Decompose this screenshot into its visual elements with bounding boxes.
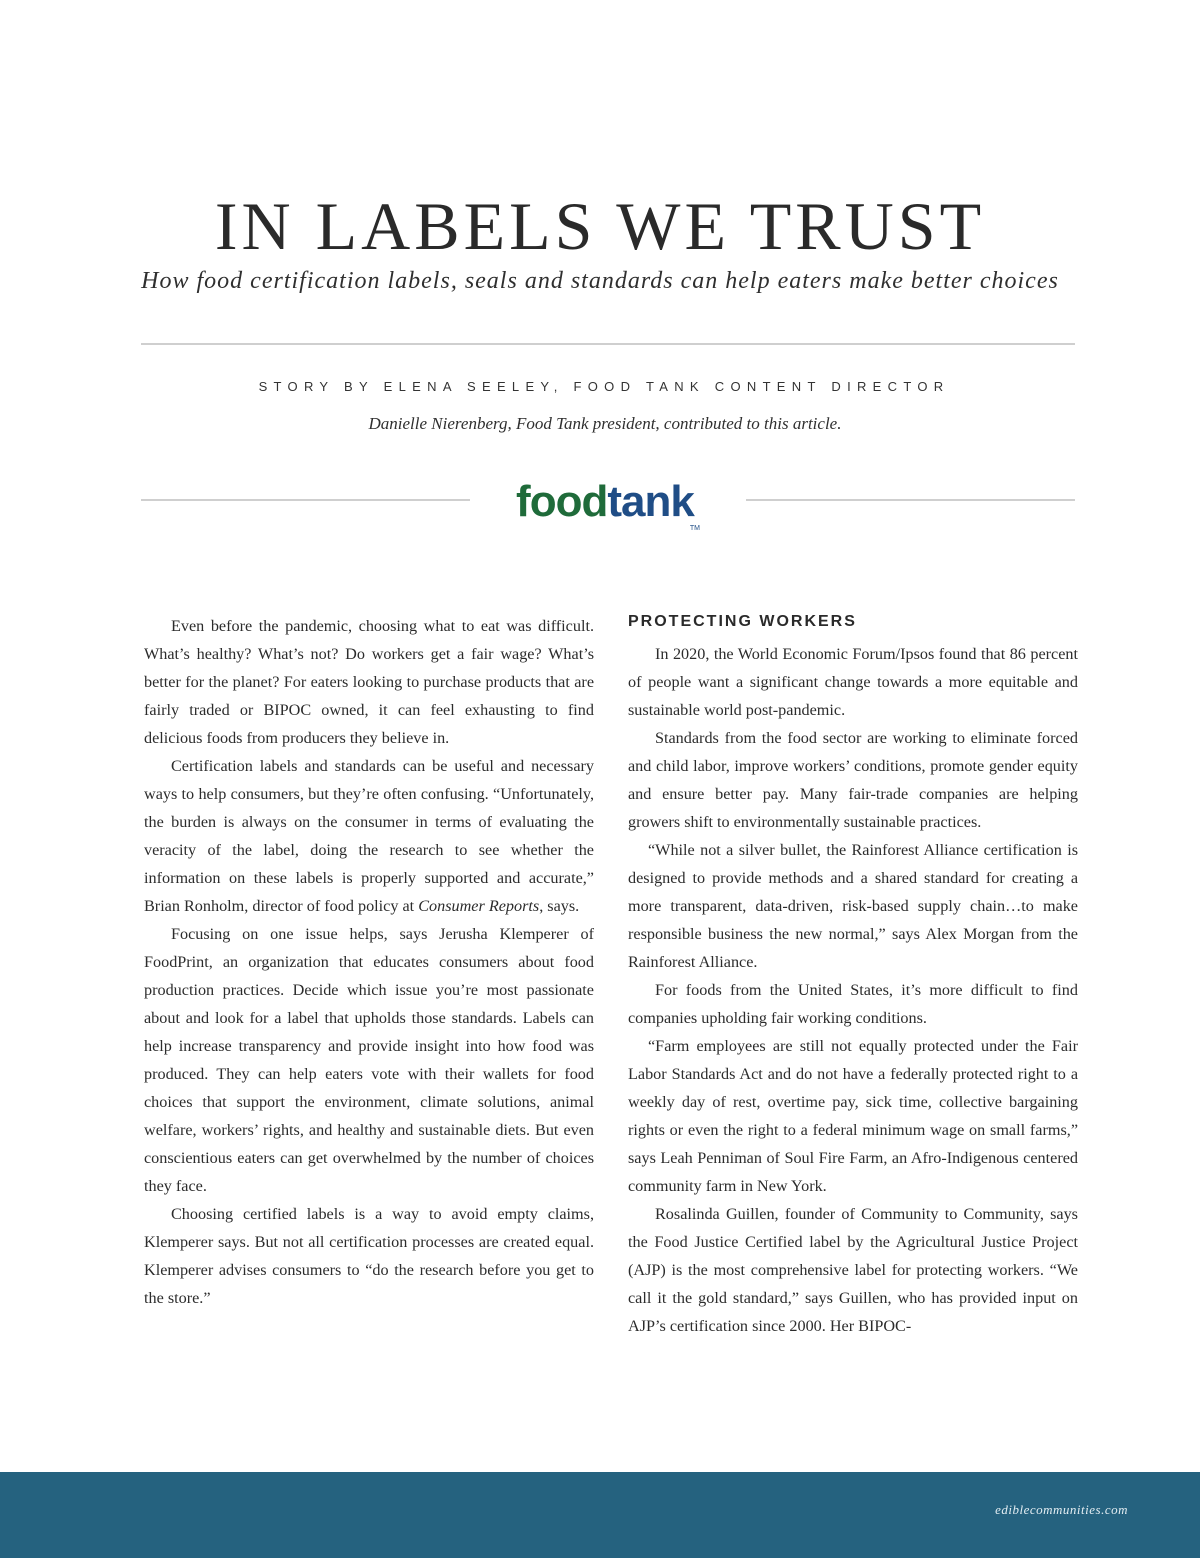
publication-name: Consumer Reports [418,897,540,915]
logo-trademark: TM [689,525,700,532]
body-paragraph [144,752,594,920]
article-title: IN LABELS WE TRUST [214,188,986,264]
top-divider [141,343,1075,345]
body-paragraph: “While not a silver bullet, the Rainforest Alliance certification is designed to provide methods and a shared standard for creating a more transparent, data-driven, risk-based supply chain…to make responsible business the new normal,” says Alex Morgan from the Rainforest Alliance. [628,841,1078,971]
logo-text-food: food [516,477,608,526]
body-paragraph: Even before the pandemic, choosing what to eat was difficult. What’s healthy? What’s not? Do workers get a fair wage? What’s better for the planet? For eaters looking to purchase products that are fairly traded or BIPOC owned, it can feel exhausting to find delicious foods from producers they believe in. [144,617,594,747]
body-text: , says. [539,897,580,915]
body-paragraph: Standards from the food sector are working to eliminate forced and child labor, improve workers’ conditions, promote gender equity and ensure better pay. Many fair-trade companies are helping growers shift to environmentally sustainable practices. [628,729,1078,831]
logo-divider-left [141,499,470,501]
footer-bar [0,1472,1200,1558]
body-text: Certification labels and standards can be useful and necessary ways to help consumers, but they’re often confusing. “Unfortunately, the burden is always on the consumer in terms of evaluating the veracity of the label, doing the research to see whether the information on these labels is properly supported and accurate,” Brian Ronholm, director of food policy at [144,757,594,915]
body-paragraph: In 2020, the World Economic Forum/Ipsos found that 86 percent of people want a significant change towards a more equitable and sustainable world post-pandemic. [628,645,1078,719]
article-subtitle: How food certification labels, seals and standards can help eaters make better choices [141,268,1059,294]
logo-divider-right [746,499,1075,501]
body-paragraph: For foods from the United States, it’s more difficult to find companies upholding fair working conditions. [628,981,1078,1027]
footer-url[interactable]: ediblecommunities.com [995,1502,1128,1517]
section-heading: PROTECTING WORKERS [628,613,857,630]
contributor-note: Danielle Nierenberg, Food Tank president, contributed to this article. [368,414,842,433]
body-paragraph: Focusing on one issue helps, says Jerusha Klemperer of FoodPrint, an organization that educates consumers about food production practices. Decide which issue you’re most passionate about and look for a label that upholds those standards. Labels can help increase transparency and provide insight into how food was produced. They can help eaters vote with their wallets for food choices that support the environment, climate solutions, animal welfare, workers’ rights, and healthy and sustainable diets. But even conscientious eaters can get overwhelmed by the number of choices they face. [144,925,594,1195]
left-column [144,612,594,1312]
body-paragraph: Rosalinda Guillen, founder of Community to Community, says the Food Justice Certified label by the Agricultural Justice Project (AJP) is the most comprehensive label for protecting workers. “We call it the gold standard,” says Guillen, who has provided input on AJP’s certification since 2000. Her BIPOC- [628,1205,1078,1335]
body-paragraph: “Farm employees are still not equally protected under the Fair Labor Standards Act and do not have a federally protected right to a weekly day of rest, overtime pay, sick time, collective bargaining rights or even the right to a federal minimum wage on small farms,” says Leah Penniman of Soul Fire Farm, an Afro-Indigenous centered community farm in New York. [628,1037,1078,1195]
foodtank-logo [470,474,746,530]
right-column [628,612,1078,1340]
byline: STORY BY ELENA SEELEY, FOOD TANK CONTENT DIRECTOR [258,379,950,394]
logo-text-tank: tank [607,477,694,526]
body-paragraph: Choosing certified labels is a way to avoid empty claims, Klemperer says. But not all certification processes are created equal. Klemperer advises consumers to “do the research before you get to the store.” [144,1205,594,1307]
